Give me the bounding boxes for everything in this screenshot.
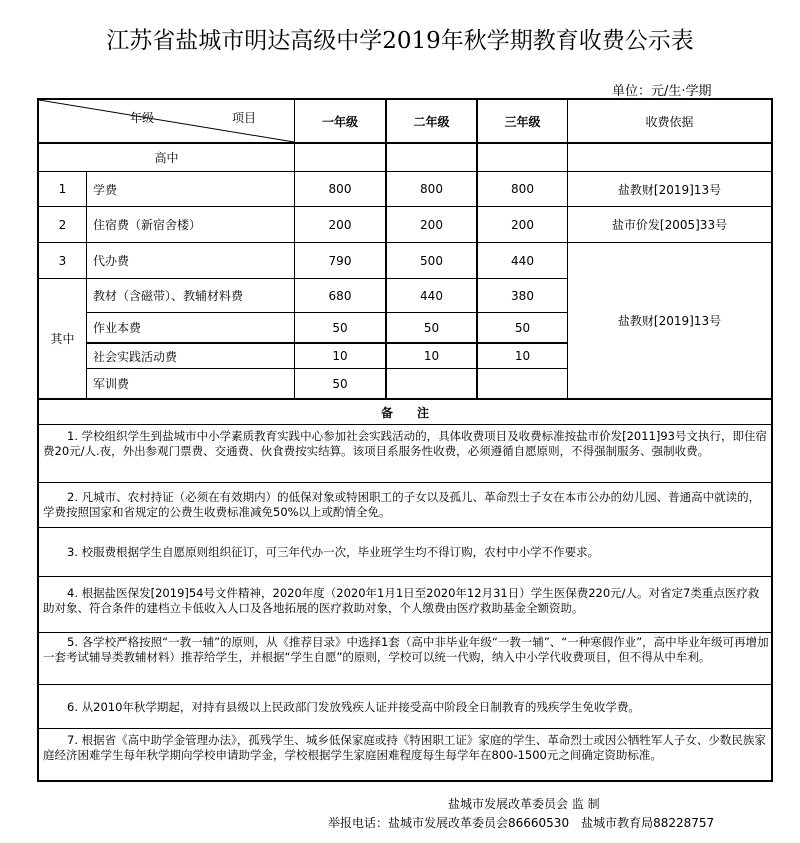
note-border <box>39 482 771 483</box>
sub-row-grade-2 <box>387 369 476 398</box>
sub-group-label: 其中 <box>50 332 75 346</box>
sub-row-grade-3 <box>478 369 567 398</box>
note-1: 1. 学校组织学生到盐城市中小学素质教育实践中心参加社会实践活动的，具体收费项目及收费标准按盐市价发[2011]93号文执行，即住宿费20元/人.夜，外出参观门票费、交通费、伙食费按实结算。该项目系服务性收费，必须遵循自愿原则，不得强制服务、强制收费。 <box>43 429 767 458</box>
row-grade-3: 200 <box>511 217 534 232</box>
sub-row-grade-2: 10 <box>423 349 440 363</box>
row-basis: 盐教财[2019]13号 <box>617 182 722 197</box>
col-border <box>86 171 87 398</box>
row-grade-3: 440 <box>511 253 534 268</box>
row-grade-2: 500 <box>420 253 443 268</box>
row-number: 3 <box>58 253 67 268</box>
note-border <box>39 576 771 577</box>
remarks-title: 备 注 <box>380 405 429 420</box>
row-grade-1: 200 <box>328 217 352 232</box>
sub-row-grade-3: 50 <box>514 320 531 335</box>
row-item: 住宿费（新宿舍楼） <box>93 218 202 232</box>
header-basis: 收费依据 <box>645 114 694 129</box>
note-border <box>39 632 771 633</box>
page-title: 江苏省盐城市明达高级中学2019年秋学期教育收费公示表 <box>106 28 694 54</box>
sub-row-grade-1: 50 <box>332 376 348 391</box>
sub-row-grade-2: 440 <box>420 288 443 303</box>
sub-row-item: 军训费 <box>93 377 130 391</box>
row-grade-3: 800 <box>511 182 534 196</box>
note-2: 2. 凡城市、农村持证（必须在有效期内）的低保对象或特困职工的子女以及孤儿、革命烈士子女在本市公办的幼儿园、普通高中就读的，学费按照国家和省规定的公费生收费标准减免50%以上或酌情全免。 <box>43 490 761 519</box>
note-border <box>39 424 771 425</box>
note-3: 3. 校服费根据学生自愿原则组织征订，可三年代办一次，毕业班学生均不得订购，农村中小学不作要求。 <box>67 545 600 559</box>
fee-table <box>37 98 773 782</box>
sub-row-grade-2: 50 <box>423 320 440 335</box>
row-number: 1 <box>58 182 67 196</box>
sub-row-grade-1: 680 <box>328 288 352 303</box>
merged-basis: 盐教财[2019]13号 <box>617 314 722 328</box>
row-grade-1: 790 <box>328 253 352 268</box>
sub-row-item: 作业本费 <box>93 321 142 335</box>
unit-label: 单位：元/生·学期 <box>612 84 712 99</box>
section-label: 高中 <box>154 151 179 165</box>
header-item-label: 项目 <box>231 110 256 125</box>
row-grade-2: 200 <box>420 217 443 232</box>
sub-row-item: 社会实践活动费 <box>93 349 178 364</box>
note-7: 7. 根据省《高中助学金管理办法》，孤残学生、城乡低保家庭或持《特困职工证》家庭的学生、革命烈士或因公牺牲军人子女、少数民族家庭经济困难学生每年秋学期向学校申请助学金，学校根据学生家庭困难程度每生每学年在800-1500元之间确定资助标准。 <box>43 733 766 762</box>
note-border <box>39 684 771 685</box>
sub-row-grade-1: 10 <box>332 349 348 363</box>
sub-row-grade-3: 10 <box>514 349 531 363</box>
note-border <box>39 527 771 528</box>
sub-row-item: 教材（含磁带）、教辅材料费 <box>93 289 244 303</box>
note-border <box>39 728 771 729</box>
header-grade-3: 三年级 <box>504 114 541 129</box>
row-grade-2: 800 <box>420 182 443 196</box>
supervisor-line: 盐城市发展改革委员会 监 制 <box>448 797 600 811</box>
hotline-line: 举报电话：盐城市发展改革委员会86660530 盐城市教育局88228757 <box>328 816 715 830</box>
row-number: 2 <box>58 217 67 232</box>
row-item: 学费 <box>93 182 118 197</box>
note-5: 5. 各学校严格按照“一教一辅”的原则，从《推荐目录》中选择1套（高中非毕业年级“一教一辅”、“一种寒假作业”，高中毕业年级可再增加一套考试辅导类教辅材料）推荐给学生，并根据“学生自愿”的原则，学校可以统一代购，纳入中小学代收费项目，但不得从中牟利。 <box>43 635 769 664</box>
sub-row-grade-3: 380 <box>511 288 534 303</box>
note-6: 6. 从2010年秋学期起，对持有县级以上民政部门发放残疾人证并接受高中阶段全日制教育的残疾学生免收学费。 <box>67 700 640 714</box>
sub-row-grade-1: 50 <box>332 320 348 335</box>
header-grade-1: 一年级 <box>321 114 358 129</box>
header-grade-label: 年级 <box>129 110 154 125</box>
row-grade-1: 800 <box>328 182 352 196</box>
row-item: 代办费 <box>93 254 130 268</box>
row-basis: 盐市价发[2005]33号 <box>611 218 728 232</box>
header-grade-2: 二年级 <box>413 114 450 129</box>
note-4: 4. 根据盐医保发[2019]54号文件精神，2020年度（2020年1月1日至2020年12月31日）学生医保费220元/人。对省定7类重点医疗救助对象、符合条件的建档立卡低收入人口及各地拓展的医疗救助对象，个人缴费由医疗救助基金全额资助。 <box>43 586 760 615</box>
